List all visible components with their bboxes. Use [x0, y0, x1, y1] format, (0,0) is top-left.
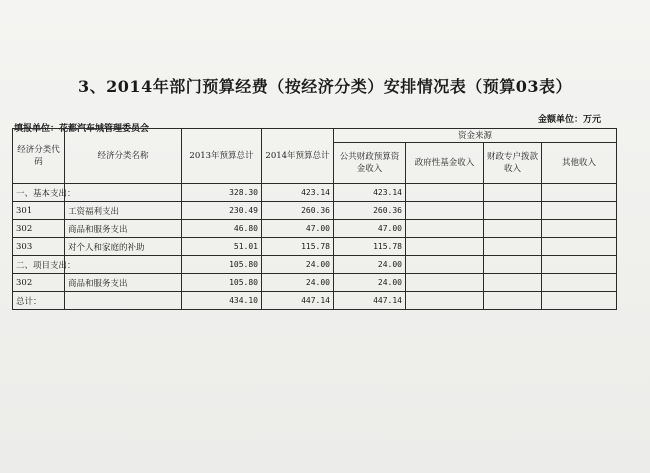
- header-public-finance: 公共财政预算资金收入: [334, 143, 406, 184]
- cell-gov-fund: [406, 238, 484, 256]
- cell-budget-2013: 51.01: [182, 238, 262, 256]
- cell-gov-fund: [406, 256, 484, 274]
- table-body: [13, 184, 617, 310]
- cell-code: 303: [13, 238, 65, 256]
- table-row: [13, 220, 617, 238]
- cell-budget-2014: 115.78: [262, 238, 334, 256]
- cell-budget-2013: 105.80: [182, 256, 262, 274]
- cell-special-account: [484, 256, 542, 274]
- cell-name: 工资福利支出: [65, 202, 182, 220]
- cell-special-account: [484, 274, 542, 292]
- cell-special-account: [484, 184, 542, 202]
- cell-public-finance: 260.36: [334, 202, 406, 220]
- cell-budget-2014: 24.00: [262, 256, 334, 274]
- table-row: [13, 292, 617, 310]
- cell-code: 302: [13, 220, 65, 238]
- cell-special-account: [484, 202, 542, 220]
- cell-other: [542, 184, 617, 202]
- cell-public-finance: 47.00: [334, 220, 406, 238]
- cell-public-finance: 423.14: [334, 184, 406, 202]
- header-budget-2014: 2014年预算总计: [262, 129, 334, 184]
- table-row: [13, 184, 617, 202]
- cell-public-finance: 24.00: [334, 274, 406, 292]
- cell-special-account: [484, 292, 542, 310]
- header-gov-fund: 政府性基金收入: [406, 143, 484, 184]
- cell-budget-2014: 447.14: [262, 292, 334, 310]
- cell-budget-2014: 24.00: [262, 274, 334, 292]
- header-other: 其他收入: [542, 143, 617, 184]
- cell-gov-fund: [406, 292, 484, 310]
- cell-name: [65, 256, 182, 274]
- amount-unit: 金额单位：万元: [538, 115, 602, 125]
- cell-gov-fund: [406, 184, 484, 202]
- cell-gov-fund: [406, 202, 484, 220]
- cell-other: [542, 256, 617, 274]
- cell-other: [542, 220, 617, 238]
- cell-code: 一、基本支出：: [13, 184, 65, 202]
- cell-other: [542, 202, 617, 220]
- cell-special-account: [484, 220, 542, 238]
- header-code: 经济分类代码: [13, 129, 65, 184]
- cell-gov-fund: [406, 274, 484, 292]
- cell-name: 商品和服务支出: [65, 220, 182, 238]
- table-row: [13, 202, 617, 220]
- cell-name: 商品和服务支出: [65, 274, 182, 292]
- cell-budget-2014: 260.36: [262, 202, 334, 220]
- cell-budget-2013: 328.30: [182, 184, 262, 202]
- cell-other: [542, 292, 617, 310]
- cell-special-account: [484, 238, 542, 256]
- header-budget-2013: 2013年预算总计: [182, 129, 262, 184]
- cell-budget-2013: 105.80: [182, 274, 262, 292]
- cell-budget-2013: 230.49: [182, 202, 262, 220]
- cell-name: [65, 184, 182, 202]
- header-special-account: 财政专户拨款收入: [484, 143, 542, 184]
- header-funding-source: 资金来源: [334, 129, 617, 143]
- cell-budget-2014: 47.00: [262, 220, 334, 238]
- cell-name: 对个人和家庭的补助: [65, 238, 182, 256]
- budget-table: [12, 128, 617, 310]
- cell-name: [65, 292, 182, 310]
- document-title: 3、2014年部门预算经费（按经济分类）安排情况表（预算03表）: [78, 77, 572, 96]
- cell-gov-fund: [406, 220, 484, 238]
- reporting-unit: 填报单位：花都汽车城管理委员会: [14, 124, 150, 134]
- header-name: 经济分类名称: [65, 129, 182, 184]
- cell-other: [542, 274, 617, 292]
- table-row: [13, 274, 617, 292]
- cell-public-finance: 24.00: [334, 256, 406, 274]
- cell-public-finance: 115.78: [334, 238, 406, 256]
- cell-code: 二、项目支出：: [13, 256, 65, 274]
- table-row: [13, 238, 617, 256]
- cell-code: 301: [13, 202, 65, 220]
- cell-public-finance: 447.14: [334, 292, 406, 310]
- cell-other: [542, 238, 617, 256]
- cell-budget-2013: 46.80: [182, 220, 262, 238]
- cell-budget-2013: 434.10: [182, 292, 262, 310]
- table-row: [13, 256, 617, 274]
- cell-budget-2014: 423.14: [262, 184, 334, 202]
- cell-code: 302: [13, 274, 65, 292]
- cell-code: 总计：: [13, 292, 65, 310]
